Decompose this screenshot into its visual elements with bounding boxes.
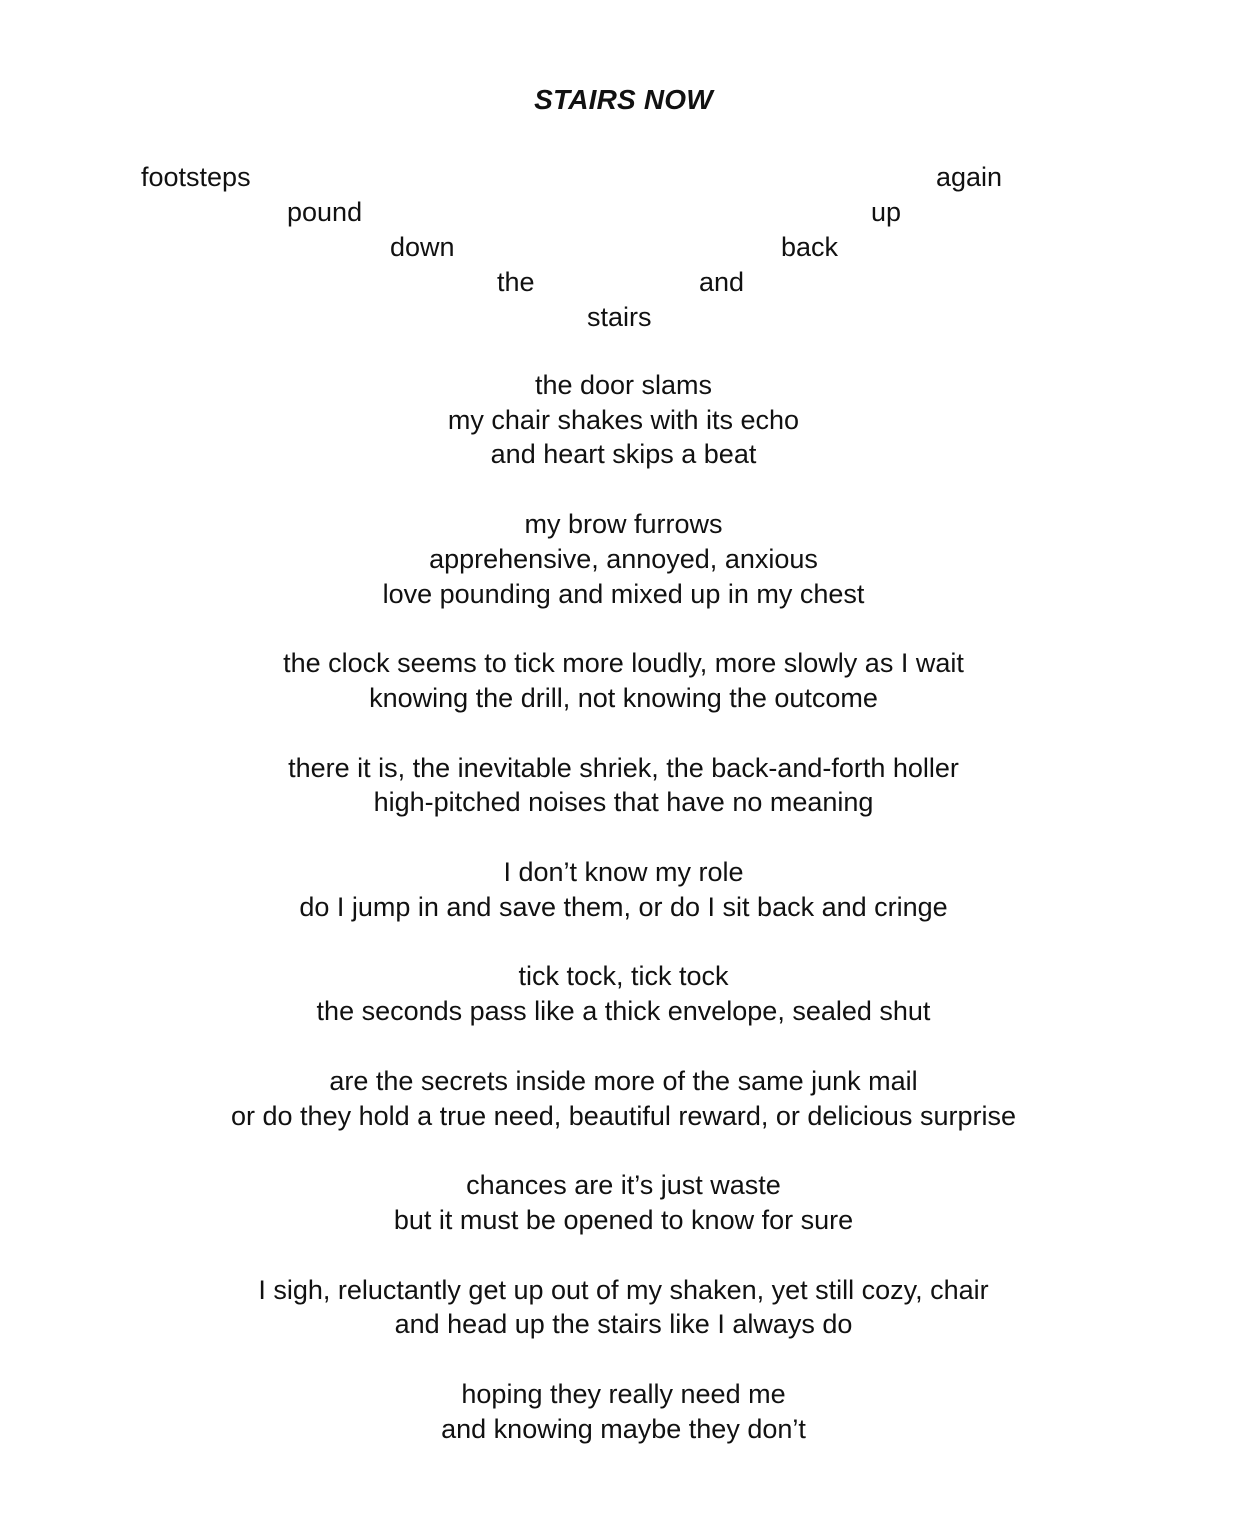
stanza [0, 959, 1247, 1028]
stanza [0, 1273, 1247, 1342]
poem-line: there it is, the inevitable shriek, the back-and-forth holler [288, 752, 959, 783]
poem-title: STAIRS NOW [534, 84, 713, 115]
stanza [0, 1377, 1247, 1446]
poem-line: the door slams [534, 370, 713, 400]
poem-line: high-pitched noises that have no meaning [373, 787, 874, 818]
stanza [0, 368, 1247, 472]
poem-line: the seconds pass like a thick envelope, sealed shut [316, 996, 931, 1027]
poem-line: my chair shakes with its echo [447, 404, 800, 435]
stair-word-stairs: stairs [587, 302, 652, 332]
poem-line: but it must be opened to know for sure [393, 1204, 854, 1235]
poem-line: tick tock, tick tock [518, 961, 729, 992]
poem-line: and head up the stairs like I always do [394, 1309, 853, 1340]
poem-body [0, 368, 1247, 1481]
poem-line: my brow furrows [524, 509, 723, 540]
poem-line: love pounding and mixed up in my chest [382, 578, 865, 609]
stanza [0, 646, 1247, 715]
poem-line: are the secrets inside more of the same junk mail [329, 1065, 918, 1096]
stanza [0, 1064, 1247, 1133]
poem-line: the clock seems to tick more loudly, more slowly as I wait [283, 648, 964, 679]
stanza [0, 751, 1247, 820]
poem-line: apprehensive, annoyed, anxious [429, 543, 818, 574]
stanza [0, 1168, 1247, 1237]
poem-line: I sigh, reluctantly get up out of my shaken, yet still cozy, chair [258, 1274, 989, 1305]
stair-word-back: back [781, 232, 839, 262]
poem-line: do I jump in and save them, or do I sit back and cringe [299, 891, 948, 922]
stair-word-footsteps: footsteps [141, 162, 251, 192]
poem-line: and heart skips a beat [490, 439, 757, 470]
poem-line: knowing the drill, not knowing the outcome [369, 682, 878, 713]
stanza [0, 507, 1247, 611]
stair-word-pound: pound [287, 197, 363, 227]
poem-line: or do they hold a true need, beautiful reward, or delicious surprise [231, 1100, 1016, 1131]
stair-word-and: and [699, 267, 745, 297]
poem-line: I don’t know my role [503, 857, 744, 888]
stanza [0, 855, 1247, 924]
poem-line: and knowing maybe they don’t [441, 1413, 806, 1444]
stair-word-up: up [871, 197, 902, 227]
poem-line: hoping they really need me [461, 1379, 786, 1410]
stair-word-down: down [390, 232, 455, 262]
stair-word-again: again [936, 162, 1003, 192]
poem-line: chances are it’s just waste [466, 1170, 781, 1201]
stair-word-the: the [497, 267, 535, 297]
